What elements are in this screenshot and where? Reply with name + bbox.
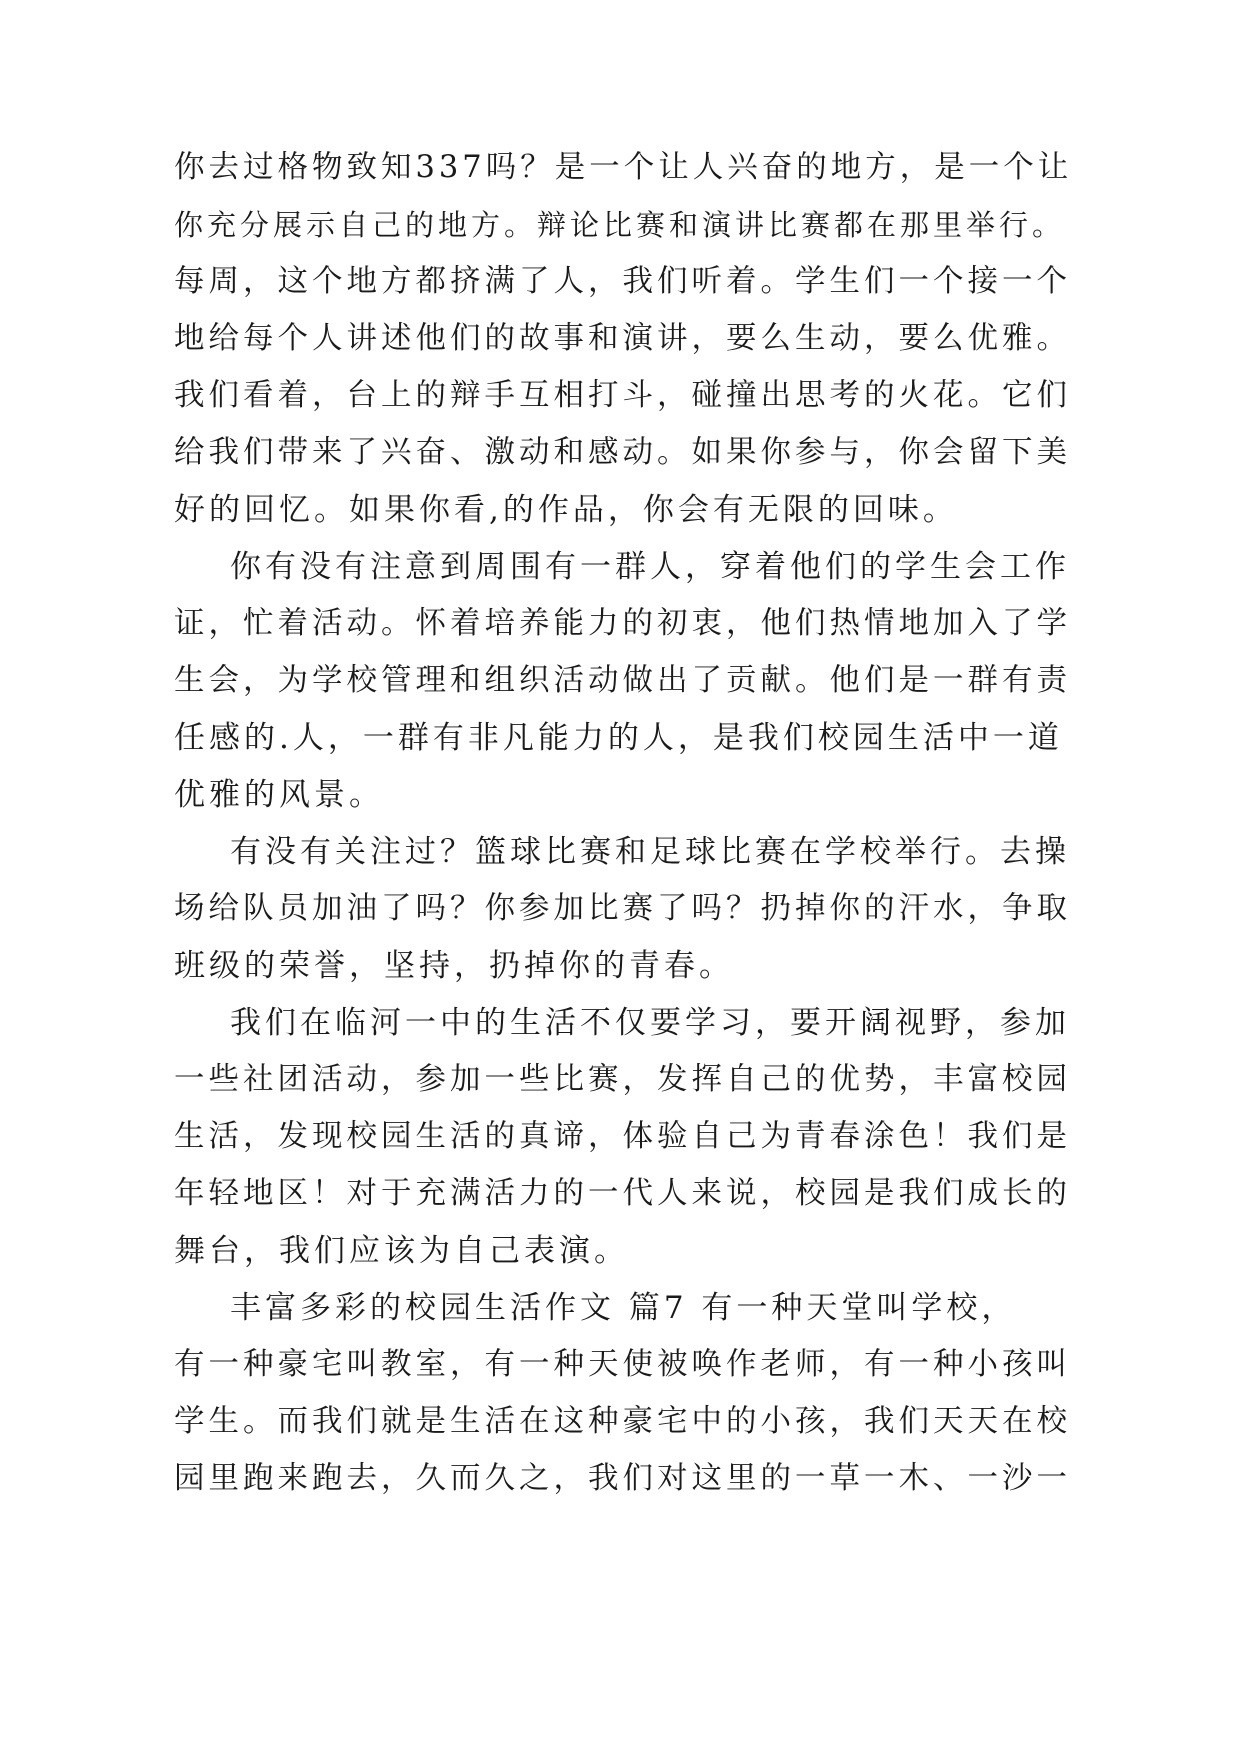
text-line: 场给队员加油了吗？你参加比赛了吗？扔掉你的汗水，争取 <box>174 891 1071 926</box>
text-line: 有没有关注过？篮球比赛和足球比赛在学校举行。去操 <box>230 834 1070 870</box>
text-line: 给我们带来了兴奋、激动和感动。如果你参与，你会留下美 <box>174 435 1071 470</box>
text-line: 班级的荣誉，坚持，扔掉你的青春。 <box>174 948 734 984</box>
text-line: 地给每个人讲述他们的故事和演讲，要么生动，要么优雅。 <box>174 321 1071 356</box>
text-line: 优雅的风景。 <box>174 777 384 813</box>
text-line: 丰富多彩的校园生活作文 篇7 有一种天堂叫学校， <box>230 1290 1017 1326</box>
text-line: 我们看着，台上的辩手互相打斗，碰撞出思考的火花。它们 <box>174 378 1071 413</box>
text-line: 生会，为学校管理和组织活动做出了贡献。他们是一群有责 <box>174 663 1071 698</box>
text-line: 年轻地区！对于充满活力的一代人来说，校园是我们成长的 <box>174 1176 1071 1211</box>
text-line: 园里跑来跑去，久而久之，我们对这里的一草一木、一沙一 <box>174 1461 1071 1496</box>
text-line: 你有没有注意到周围有一群人，穿着他们的学生会工作 <box>230 549 1070 585</box>
text-line: 有一种豪宅叫教室，有一种天使被唤作老师，有一种小孩叫 <box>174 1347 1071 1382</box>
text-line: 证，忙着活动。怀着培养能力的初衷，他们热情地加入了学 <box>174 606 1071 641</box>
text-line: 每周，这个地方都挤满了人，我们听着。学生们一个接一个 <box>174 264 1071 299</box>
text-line: 好的回忆。如果你看,的作品，你会有无限的回味。 <box>174 492 958 528</box>
text-line: 一些社团活动，参加一些比赛，发挥自己的优势，丰富校园 <box>174 1062 1071 1097</box>
text-line: 我们在临河一中的生活不仅要学习，要开阔视野，参加 <box>230 1005 1070 1041</box>
text-line: 你去过格物致知337吗？是一个让人兴奋的地方，是一个让 <box>174 150 1073 185</box>
text-line: 生活，发现校园生活的真谛，体验自己为青春涂色！我们是 <box>174 1119 1071 1154</box>
text-line: 任感的.人，一群有非凡能力的人，是我们校园生活中一道 <box>174 720 1063 756</box>
text-line: 舞台，我们应该为自己表演。 <box>174 1233 629 1269</box>
text-line: 学生。而我们就是生活在这种豪宅中的小孩，我们天天在校 <box>174 1404 1071 1439</box>
text-line: 你充分展示自己的地方。辩论比赛和演讲比赛都在那里举行。 <box>174 208 1066 242</box>
